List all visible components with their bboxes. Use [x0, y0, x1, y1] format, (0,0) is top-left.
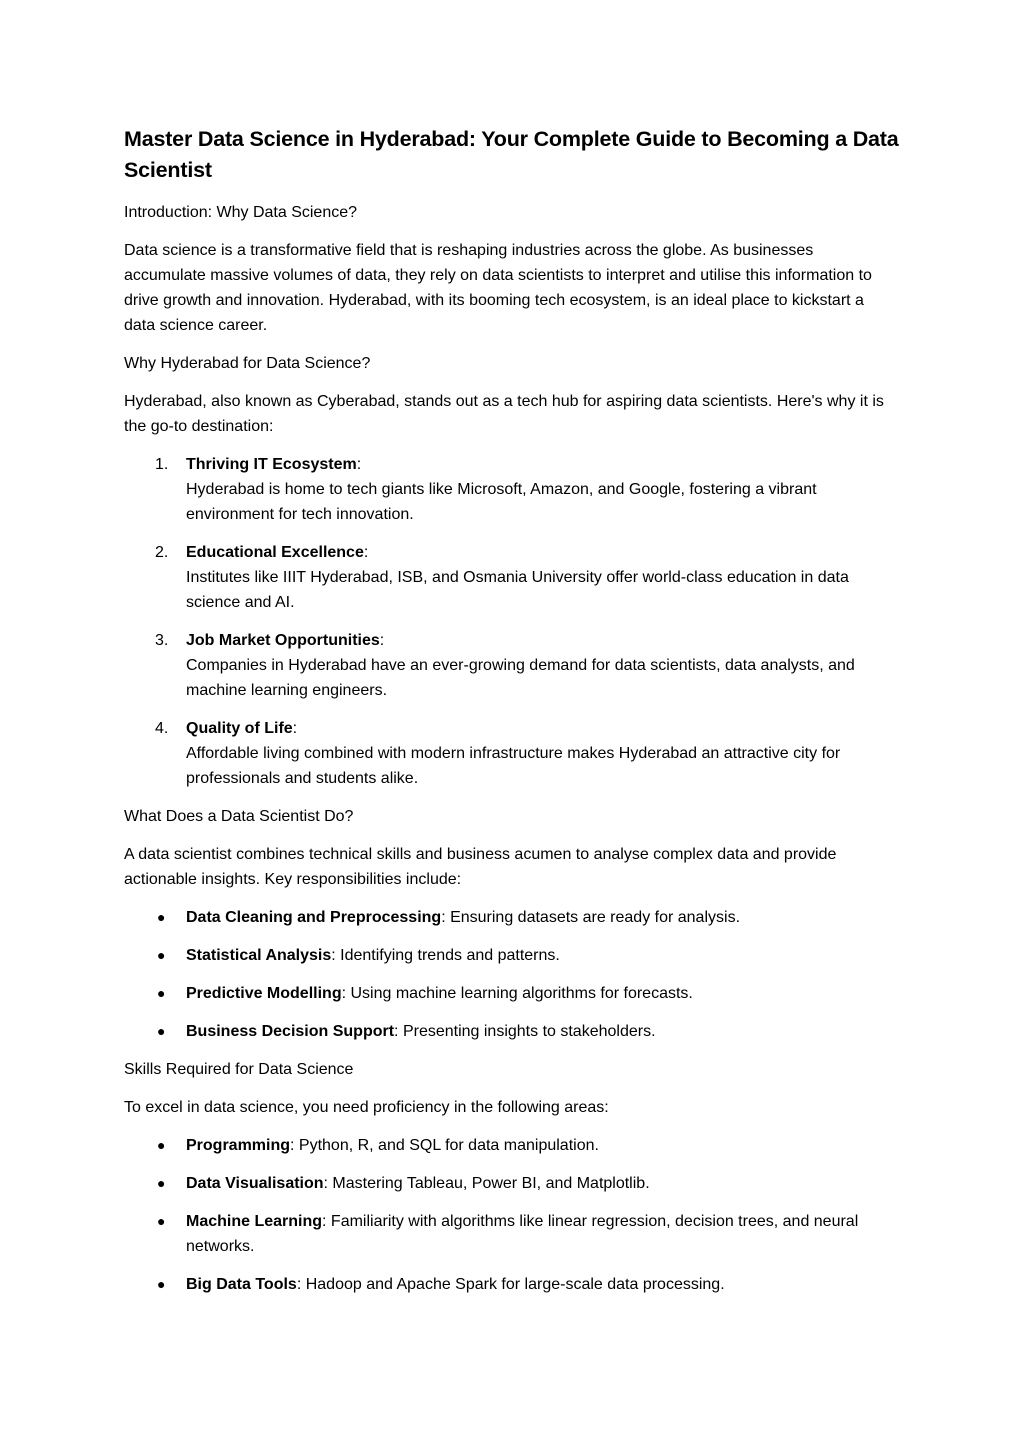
bullet-icon: ● [157, 947, 166, 963]
list-item-title: Big Data Tools [186, 1276, 297, 1293]
list-item-text: : Using machine learning algorithms for forecasts. [341, 985, 693, 1002]
list-colon: : [292, 720, 298, 737]
intro-paragraph: Data science is a transformative field that is reshaping industries across the globe. As businesses accumulate massive volumes of data, they rely on data scientists to interpret and utilise this information to drive growth and innovation. Hyderabad, with its booming tech ecosystem, is an ideal place to kickstart a data science career. [124, 242, 872, 334]
intro-heading: Introduction: Why Data Science? [124, 204, 358, 221]
list-item-text: Affordable living combined with modern infrastructure makes Hyderabad an attractive city for professionals and students alike. [186, 745, 841, 787]
why-list [124, 452, 899, 791]
list-colon: : [363, 544, 369, 561]
list-item-text: : Ensuring datasets are ready for analysis. [441, 909, 741, 926]
list-item [124, 540, 899, 615]
document-page [124, 124, 899, 1310]
bullet-icon: ● [157, 1023, 166, 1039]
responsibilities-list [124, 905, 899, 1044]
list-item [124, 981, 899, 1006]
list-colon: : [379, 632, 385, 649]
list-item-text: : Hadoop and Apache Spark for large-scale data processing. [296, 1276, 725, 1293]
bullet-icon: ● [157, 1175, 166, 1191]
list-number: 1. [155, 456, 169, 473]
page-title: Master Data Science in Hyderabad: Your Complete Guide to Becoming a Data Scientist [124, 127, 899, 182]
list-item-title: Data Visualisation [186, 1175, 324, 1192]
list-item-text: Institutes like IIIT Hyderabad, ISB, and Osmania University offer world-class education in data science and AI. [186, 569, 849, 611]
bullet-icon: ● [157, 1213, 166, 1229]
list-item-text: : Familiarity with algorithms like linear regression, decision trees, and neural networks. [186, 1213, 859, 1255]
skills-heading: Skills Required for Data Science [124, 1061, 354, 1078]
list-number: 4. [155, 720, 169, 737]
list-item-title: Predictive Modelling [186, 985, 342, 1002]
list-number: 2. [155, 544, 169, 561]
list-number: 3. [155, 632, 169, 649]
list-item [124, 1209, 899, 1259]
skills-paragraph: To excel in data science, you need proficiency in the following areas: [124, 1099, 609, 1116]
list-item [124, 628, 899, 703]
why-paragraph: Hyderabad, also known as Cyberabad, stands out as a tech hub for aspiring data scientists. Here's why it is the go-to destination: [124, 393, 884, 435]
list-item-title: Programming [186, 1137, 291, 1154]
list-item-title: Data Cleaning and Preprocessing [186, 909, 442, 926]
list-item-title: Thriving IT Ecosystem [186, 456, 357, 473]
list-item [124, 1272, 899, 1297]
list-item [124, 1133, 899, 1158]
list-item [124, 1019, 899, 1044]
list-item-title: Educational Excellence [186, 544, 364, 561]
list-item [124, 452, 899, 527]
list-item-title: Quality of Life [186, 720, 293, 737]
what-heading: What Does a Data Scientist Do? [124, 808, 354, 825]
list-item [124, 716, 899, 791]
what-paragraph: A data scientist combines technical skills and business acumen to analyse complex data and provide actionable insights. Key responsibilities include: [124, 846, 837, 888]
list-item [124, 943, 899, 968]
list-item [124, 905, 899, 930]
list-item-text: Companies in Hyderabad have an ever-growing demand for data scientists, data analysts, and machine learning engineers. [186, 657, 855, 699]
list-item-title: Business Decision Support [186, 1023, 395, 1040]
list-item-title: Job Market Opportunities [186, 632, 380, 649]
list-item-text: : Python, R, and SQL for data manipulation. [290, 1137, 599, 1154]
skills-list [124, 1133, 899, 1297]
list-item-title: Statistical Analysis [186, 947, 332, 964]
bullet-icon: ● [157, 1137, 166, 1153]
why-heading: Why Hyderabad for Data Science? [124, 355, 371, 372]
list-colon: : [356, 456, 362, 473]
bullet-icon: ● [157, 985, 166, 1001]
list-item-title: Machine Learning [186, 1213, 323, 1230]
bullet-icon: ● [157, 909, 166, 925]
list-item-text: Hyderabad is home to tech giants like Microsoft, Amazon, and Google, fostering a vibrant environment for tech innovation. [186, 481, 817, 523]
list-item-text: : Identifying trends and patterns. [331, 947, 560, 964]
bullet-icon: ● [157, 1276, 166, 1292]
list-item [124, 1171, 899, 1196]
list-item-text: : Mastering Tableau, Power BI, and Matplotlib. [323, 1175, 650, 1192]
list-item-text: : Presenting insights to stakeholders. [394, 1023, 656, 1040]
